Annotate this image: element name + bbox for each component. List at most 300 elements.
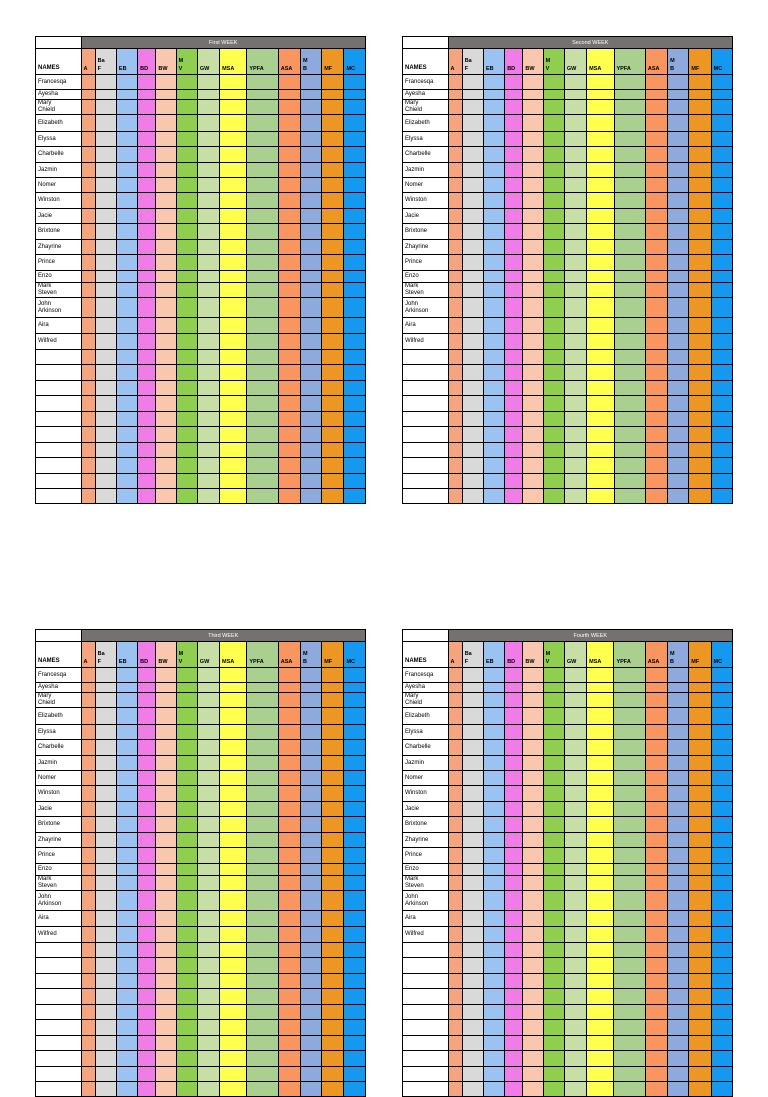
attendance-cell[interactable] (505, 255, 523, 271)
attendance-cell[interactable] (278, 756, 300, 771)
attendance-cell[interactable] (138, 1051, 156, 1067)
attendance-cell[interactable] (176, 100, 197, 115)
name-cell[interactable]: Elyssa (403, 725, 449, 740)
attendance-cell[interactable] (197, 911, 219, 927)
attendance-cell[interactable] (505, 147, 523, 163)
attendance-cell[interactable] (300, 240, 321, 255)
attendance-cell[interactable] (322, 115, 344, 132)
name-cell[interactable]: Nomer (403, 771, 449, 786)
attendance-cell[interactable] (462, 458, 483, 474)
attendance-cell[interactable] (448, 147, 462, 163)
attendance-cell[interactable] (116, 283, 137, 298)
attendance-cell[interactable] (614, 693, 645, 708)
attendance-cell[interactable] (322, 683, 344, 693)
attendance-cell[interactable] (81, 115, 95, 132)
attendance-cell[interactable] (197, 974, 219, 989)
attendance-cell[interactable] (505, 876, 523, 891)
attendance-cell[interactable] (645, 891, 667, 911)
attendance-cell[interactable] (587, 427, 614, 443)
name-cell[interactable] (36, 489, 82, 504)
attendance-cell[interactable] (300, 318, 321, 334)
attendance-cell[interactable] (138, 989, 156, 1005)
attendance-cell[interactable] (95, 1067, 116, 1082)
attendance-cell[interactable] (483, 489, 504, 504)
attendance-cell[interactable] (711, 115, 732, 132)
attendance-cell[interactable] (220, 740, 247, 756)
attendance-cell[interactable] (138, 943, 156, 958)
attendance-cell[interactable] (483, 350, 504, 365)
attendance-cell[interactable] (344, 943, 366, 958)
attendance-cell[interactable] (95, 224, 116, 240)
attendance-cell[interactable] (523, 396, 543, 412)
attendance-cell[interactable] (448, 474, 462, 489)
name-cell[interactable]: Winston (36, 193, 82, 209)
attendance-cell[interactable] (138, 1005, 156, 1020)
attendance-cell[interactable] (278, 90, 300, 100)
attendance-cell[interactable] (95, 255, 116, 271)
attendance-cell[interactable] (668, 365, 689, 381)
attendance-cell[interactable] (448, 1067, 462, 1082)
attendance-cell[interactable] (322, 802, 344, 817)
attendance-cell[interactable] (156, 271, 176, 283)
attendance-cell[interactable] (645, 255, 667, 271)
name-cell[interactable]: Nomer (36, 771, 82, 786)
attendance-cell[interactable] (247, 683, 278, 693)
name-cell[interactable]: Winston (403, 786, 449, 802)
name-cell[interactable]: Mark Steven (36, 876, 82, 891)
attendance-cell[interactable] (220, 209, 247, 224)
attendance-cell[interactable] (523, 708, 543, 725)
attendance-cell[interactable] (278, 833, 300, 848)
attendance-cell[interactable] (645, 771, 667, 786)
attendance-cell[interactable] (95, 683, 116, 693)
attendance-cell[interactable] (220, 1067, 247, 1082)
attendance-cell[interactable] (247, 132, 278, 147)
attendance-cell[interactable] (344, 283, 366, 298)
attendance-cell[interactable] (116, 958, 137, 974)
attendance-cell[interactable] (505, 683, 523, 693)
attendance-cell[interactable] (505, 474, 523, 489)
attendance-cell[interactable] (668, 817, 689, 833)
name-cell[interactable] (403, 958, 449, 974)
attendance-cell[interactable] (116, 1020, 137, 1036)
attendance-cell[interactable] (138, 443, 156, 458)
attendance-cell[interactable] (614, 381, 645, 396)
attendance-cell[interactable] (587, 958, 614, 974)
attendance-cell[interactable] (448, 178, 462, 193)
attendance-cell[interactable] (587, 1005, 614, 1020)
attendance-cell[interactable] (505, 163, 523, 178)
attendance-cell[interactable] (344, 725, 366, 740)
attendance-cell[interactable] (564, 458, 586, 474)
attendance-cell[interactable] (543, 489, 564, 504)
attendance-cell[interactable] (462, 802, 483, 817)
attendance-cell[interactable] (116, 1005, 137, 1020)
attendance-cell[interactable] (587, 891, 614, 911)
name-cell[interactable]: Jazmin (403, 163, 449, 178)
attendance-cell[interactable] (95, 132, 116, 147)
attendance-cell[interactable] (300, 365, 321, 381)
attendance-cell[interactable] (95, 1051, 116, 1067)
attendance-cell[interactable] (300, 427, 321, 443)
attendance-cell[interactable] (95, 833, 116, 848)
attendance-cell[interactable] (711, 927, 732, 943)
attendance-cell[interactable] (156, 427, 176, 443)
attendance-cell[interactable] (645, 283, 667, 298)
attendance-cell[interactable] (711, 725, 732, 740)
attendance-cell[interactable] (247, 381, 278, 396)
attendance-cell[interactable] (564, 1036, 586, 1051)
attendance-cell[interactable] (247, 725, 278, 740)
attendance-cell[interactable] (81, 943, 95, 958)
attendance-cell[interactable] (197, 283, 219, 298)
attendance-cell[interactable] (689, 740, 711, 756)
attendance-cell[interactable] (448, 427, 462, 443)
attendance-cell[interactable] (711, 458, 732, 474)
attendance-cell[interactable] (138, 668, 156, 683)
attendance-cell[interactable] (448, 911, 462, 927)
attendance-cell[interactable] (505, 334, 523, 350)
attendance-cell[interactable] (322, 725, 344, 740)
attendance-cell[interactable] (543, 427, 564, 443)
attendance-cell[interactable] (156, 756, 176, 771)
attendance-cell[interactable] (344, 891, 366, 911)
attendance-cell[interactable] (448, 443, 462, 458)
attendance-cell[interactable] (247, 489, 278, 504)
attendance-cell[interactable] (689, 224, 711, 240)
attendance-cell[interactable] (523, 1020, 543, 1036)
attendance-cell[interactable] (483, 1067, 504, 1082)
attendance-cell[interactable] (156, 802, 176, 817)
attendance-cell[interactable] (483, 474, 504, 489)
attendance-cell[interactable] (587, 786, 614, 802)
attendance-cell[interactable] (138, 163, 156, 178)
attendance-cell[interactable] (278, 786, 300, 802)
attendance-cell[interactable] (220, 943, 247, 958)
name-cell[interactable]: Mary Chield (36, 693, 82, 708)
name-cell[interactable]: Jacie (36, 802, 82, 817)
attendance-cell[interactable] (505, 178, 523, 193)
attendance-cell[interactable] (689, 178, 711, 193)
attendance-cell[interactable] (505, 1067, 523, 1082)
attendance-cell[interactable] (587, 240, 614, 255)
attendance-cell[interactable] (523, 989, 543, 1005)
attendance-cell[interactable] (81, 958, 95, 974)
attendance-cell[interactable] (483, 1020, 504, 1036)
attendance-cell[interactable] (587, 412, 614, 427)
attendance-cell[interactable] (322, 298, 344, 318)
attendance-cell[interactable] (95, 864, 116, 876)
attendance-cell[interactable] (344, 958, 366, 974)
attendance-cell[interactable] (247, 147, 278, 163)
attendance-cell[interactable] (711, 891, 732, 911)
attendance-cell[interactable] (197, 1082, 219, 1097)
attendance-cell[interactable] (448, 271, 462, 283)
attendance-cell[interactable] (448, 989, 462, 1005)
attendance-cell[interactable] (505, 115, 523, 132)
attendance-cell[interactable] (300, 443, 321, 458)
attendance-cell[interactable] (81, 298, 95, 318)
attendance-cell[interactable] (278, 163, 300, 178)
attendance-cell[interactable] (156, 489, 176, 504)
attendance-cell[interactable] (81, 817, 95, 833)
name-cell[interactable]: John Arkinson (36, 298, 82, 318)
attendance-cell[interactable] (138, 958, 156, 974)
attendance-cell[interactable] (711, 443, 732, 458)
attendance-cell[interactable] (81, 132, 95, 147)
attendance-cell[interactable] (95, 911, 116, 927)
attendance-cell[interactable] (116, 365, 137, 381)
attendance-cell[interactable] (448, 458, 462, 474)
attendance-cell[interactable] (668, 412, 689, 427)
attendance-cell[interactable] (95, 318, 116, 334)
attendance-cell[interactable] (95, 693, 116, 708)
attendance-cell[interactable] (300, 75, 321, 90)
attendance-cell[interactable] (322, 693, 344, 708)
attendance-cell[interactable] (247, 100, 278, 115)
attendance-cell[interactable] (614, 115, 645, 132)
attendance-cell[interactable] (543, 693, 564, 708)
attendance-cell[interactable] (543, 740, 564, 756)
attendance-cell[interactable] (523, 489, 543, 504)
name-cell[interactable] (36, 1036, 82, 1051)
attendance-cell[interactable] (322, 240, 344, 255)
attendance-cell[interactable] (668, 683, 689, 693)
attendance-cell[interactable] (523, 864, 543, 876)
attendance-cell[interactable] (247, 943, 278, 958)
attendance-cell[interactable] (81, 178, 95, 193)
attendance-cell[interactable] (689, 90, 711, 100)
attendance-cell[interactable] (300, 693, 321, 708)
attendance-cell[interactable] (711, 693, 732, 708)
attendance-cell[interactable] (505, 771, 523, 786)
attendance-cell[interactable] (645, 115, 667, 132)
attendance-cell[interactable] (220, 240, 247, 255)
attendance-cell[interactable] (278, 848, 300, 864)
attendance-cell[interactable] (197, 350, 219, 365)
attendance-cell[interactable] (95, 802, 116, 817)
attendance-cell[interactable] (645, 458, 667, 474)
name-cell[interactable]: Mary Chield (36, 100, 82, 115)
attendance-cell[interactable] (448, 1020, 462, 1036)
attendance-cell[interactable] (689, 381, 711, 396)
attendance-cell[interactable] (505, 489, 523, 504)
attendance-cell[interactable] (614, 255, 645, 271)
attendance-cell[interactable] (81, 708, 95, 725)
attendance-cell[interactable] (247, 927, 278, 943)
attendance-cell[interactable] (95, 100, 116, 115)
attendance-cell[interactable] (81, 1005, 95, 1020)
attendance-cell[interactable] (711, 255, 732, 271)
attendance-cell[interactable] (614, 271, 645, 283)
attendance-cell[interactable] (689, 298, 711, 318)
attendance-cell[interactable] (448, 1082, 462, 1097)
attendance-cell[interactable] (645, 864, 667, 876)
attendance-cell[interactable] (483, 224, 504, 240)
attendance-cell[interactable] (587, 318, 614, 334)
attendance-cell[interactable] (564, 489, 586, 504)
attendance-cell[interactable] (176, 943, 197, 958)
attendance-cell[interactable] (138, 100, 156, 115)
attendance-cell[interactable] (138, 132, 156, 147)
attendance-cell[interactable] (344, 474, 366, 489)
attendance-cell[interactable] (614, 989, 645, 1005)
attendance-cell[interactable] (505, 412, 523, 427)
attendance-cell[interactable] (668, 271, 689, 283)
attendance-cell[interactable] (156, 1051, 176, 1067)
attendance-cell[interactable] (564, 1020, 586, 1036)
attendance-cell[interactable] (711, 989, 732, 1005)
attendance-cell[interactable] (300, 833, 321, 848)
attendance-cell[interactable] (278, 75, 300, 90)
attendance-cell[interactable] (156, 1005, 176, 1020)
attendance-cell[interactable] (220, 350, 247, 365)
attendance-cell[interactable] (278, 876, 300, 891)
attendance-cell[interactable] (176, 427, 197, 443)
name-cell[interactable]: Nomer (36, 178, 82, 193)
attendance-cell[interactable] (564, 1051, 586, 1067)
attendance-cell[interactable] (322, 193, 344, 209)
attendance-cell[interactable] (138, 1020, 156, 1036)
attendance-cell[interactable] (711, 75, 732, 90)
attendance-cell[interactable] (300, 334, 321, 350)
attendance-cell[interactable] (543, 209, 564, 224)
attendance-cell[interactable] (156, 989, 176, 1005)
attendance-cell[interactable] (247, 708, 278, 725)
name-cell[interactable]: Zhayrine (403, 240, 449, 255)
attendance-cell[interactable] (462, 178, 483, 193)
attendance-cell[interactable] (116, 381, 137, 396)
attendance-cell[interactable] (462, 756, 483, 771)
attendance-cell[interactable] (462, 891, 483, 911)
attendance-cell[interactable] (689, 163, 711, 178)
attendance-cell[interactable] (614, 1082, 645, 1097)
attendance-cell[interactable] (645, 240, 667, 255)
attendance-cell[interactable] (614, 147, 645, 163)
attendance-cell[interactable] (197, 756, 219, 771)
attendance-cell[interactable] (278, 115, 300, 132)
attendance-cell[interactable] (645, 163, 667, 178)
attendance-cell[interactable] (278, 911, 300, 927)
attendance-cell[interactable] (156, 412, 176, 427)
attendance-cell[interactable] (483, 178, 504, 193)
attendance-cell[interactable] (344, 1051, 366, 1067)
name-cell[interactable] (36, 989, 82, 1005)
attendance-cell[interactable] (448, 100, 462, 115)
attendance-cell[interactable] (116, 271, 137, 283)
attendance-cell[interactable] (176, 802, 197, 817)
attendance-cell[interactable] (587, 489, 614, 504)
attendance-cell[interactable] (116, 756, 137, 771)
attendance-cell[interactable] (197, 1036, 219, 1051)
attendance-cell[interactable] (95, 209, 116, 224)
attendance-cell[interactable] (247, 1051, 278, 1067)
attendance-cell[interactable] (176, 817, 197, 833)
name-cell[interactable]: Brixtone (403, 817, 449, 833)
attendance-cell[interactable] (564, 725, 586, 740)
attendance-cell[interactable] (176, 132, 197, 147)
attendance-cell[interactable] (138, 178, 156, 193)
name-cell[interactable] (403, 989, 449, 1005)
attendance-cell[interactable] (505, 90, 523, 100)
attendance-cell[interactable] (564, 255, 586, 271)
attendance-cell[interactable] (448, 802, 462, 817)
attendance-cell[interactable] (278, 864, 300, 876)
attendance-cell[interactable] (448, 683, 462, 693)
attendance-cell[interactable] (81, 224, 95, 240)
attendance-cell[interactable] (645, 209, 667, 224)
attendance-cell[interactable] (156, 147, 176, 163)
attendance-cell[interactable] (668, 693, 689, 708)
attendance-cell[interactable] (278, 318, 300, 334)
attendance-cell[interactable] (197, 958, 219, 974)
attendance-cell[interactable] (197, 334, 219, 350)
attendance-cell[interactable] (689, 958, 711, 974)
attendance-cell[interactable] (523, 693, 543, 708)
attendance-cell[interactable] (116, 90, 137, 100)
attendance-cell[interactable] (587, 756, 614, 771)
attendance-cell[interactable] (220, 298, 247, 318)
attendance-cell[interactable] (645, 833, 667, 848)
attendance-cell[interactable] (462, 1082, 483, 1097)
attendance-cell[interactable] (483, 708, 504, 725)
attendance-cell[interactable] (523, 458, 543, 474)
attendance-cell[interactable] (220, 756, 247, 771)
attendance-cell[interactable] (668, 115, 689, 132)
attendance-cell[interactable] (344, 817, 366, 833)
attendance-cell[interactable] (462, 396, 483, 412)
attendance-cell[interactable] (322, 489, 344, 504)
attendance-cell[interactable] (220, 725, 247, 740)
attendance-cell[interactable] (81, 802, 95, 817)
attendance-cell[interactable] (81, 489, 95, 504)
attendance-cell[interactable] (505, 974, 523, 989)
attendance-cell[interactable] (587, 132, 614, 147)
attendance-cell[interactable] (483, 802, 504, 817)
name-cell[interactable]: Francesqa (36, 75, 82, 90)
attendance-cell[interactable] (278, 693, 300, 708)
attendance-cell[interactable] (645, 1067, 667, 1082)
name-cell[interactable] (403, 381, 449, 396)
attendance-cell[interactable] (81, 381, 95, 396)
attendance-cell[interactable] (138, 412, 156, 427)
attendance-cell[interactable] (197, 891, 219, 911)
attendance-cell[interactable] (711, 178, 732, 193)
attendance-cell[interactable] (197, 474, 219, 489)
attendance-cell[interactable] (95, 756, 116, 771)
attendance-cell[interactable] (543, 911, 564, 927)
attendance-cell[interactable] (523, 75, 543, 90)
attendance-cell[interactable] (116, 786, 137, 802)
attendance-cell[interactable] (564, 381, 586, 396)
attendance-cell[interactable] (711, 427, 732, 443)
attendance-cell[interactable] (711, 802, 732, 817)
attendance-cell[interactable] (543, 864, 564, 876)
attendance-cell[interactable] (197, 240, 219, 255)
attendance-cell[interactable] (587, 740, 614, 756)
attendance-cell[interactable] (668, 178, 689, 193)
attendance-cell[interactable] (711, 147, 732, 163)
attendance-cell[interactable] (668, 786, 689, 802)
attendance-cell[interactable] (95, 1082, 116, 1097)
attendance-cell[interactable] (448, 927, 462, 943)
attendance-cell[interactable] (543, 115, 564, 132)
attendance-cell[interactable] (483, 725, 504, 740)
name-cell[interactable]: Jazmin (36, 756, 82, 771)
attendance-cell[interactable] (116, 708, 137, 725)
attendance-cell[interactable] (543, 458, 564, 474)
attendance-cell[interactable] (116, 163, 137, 178)
